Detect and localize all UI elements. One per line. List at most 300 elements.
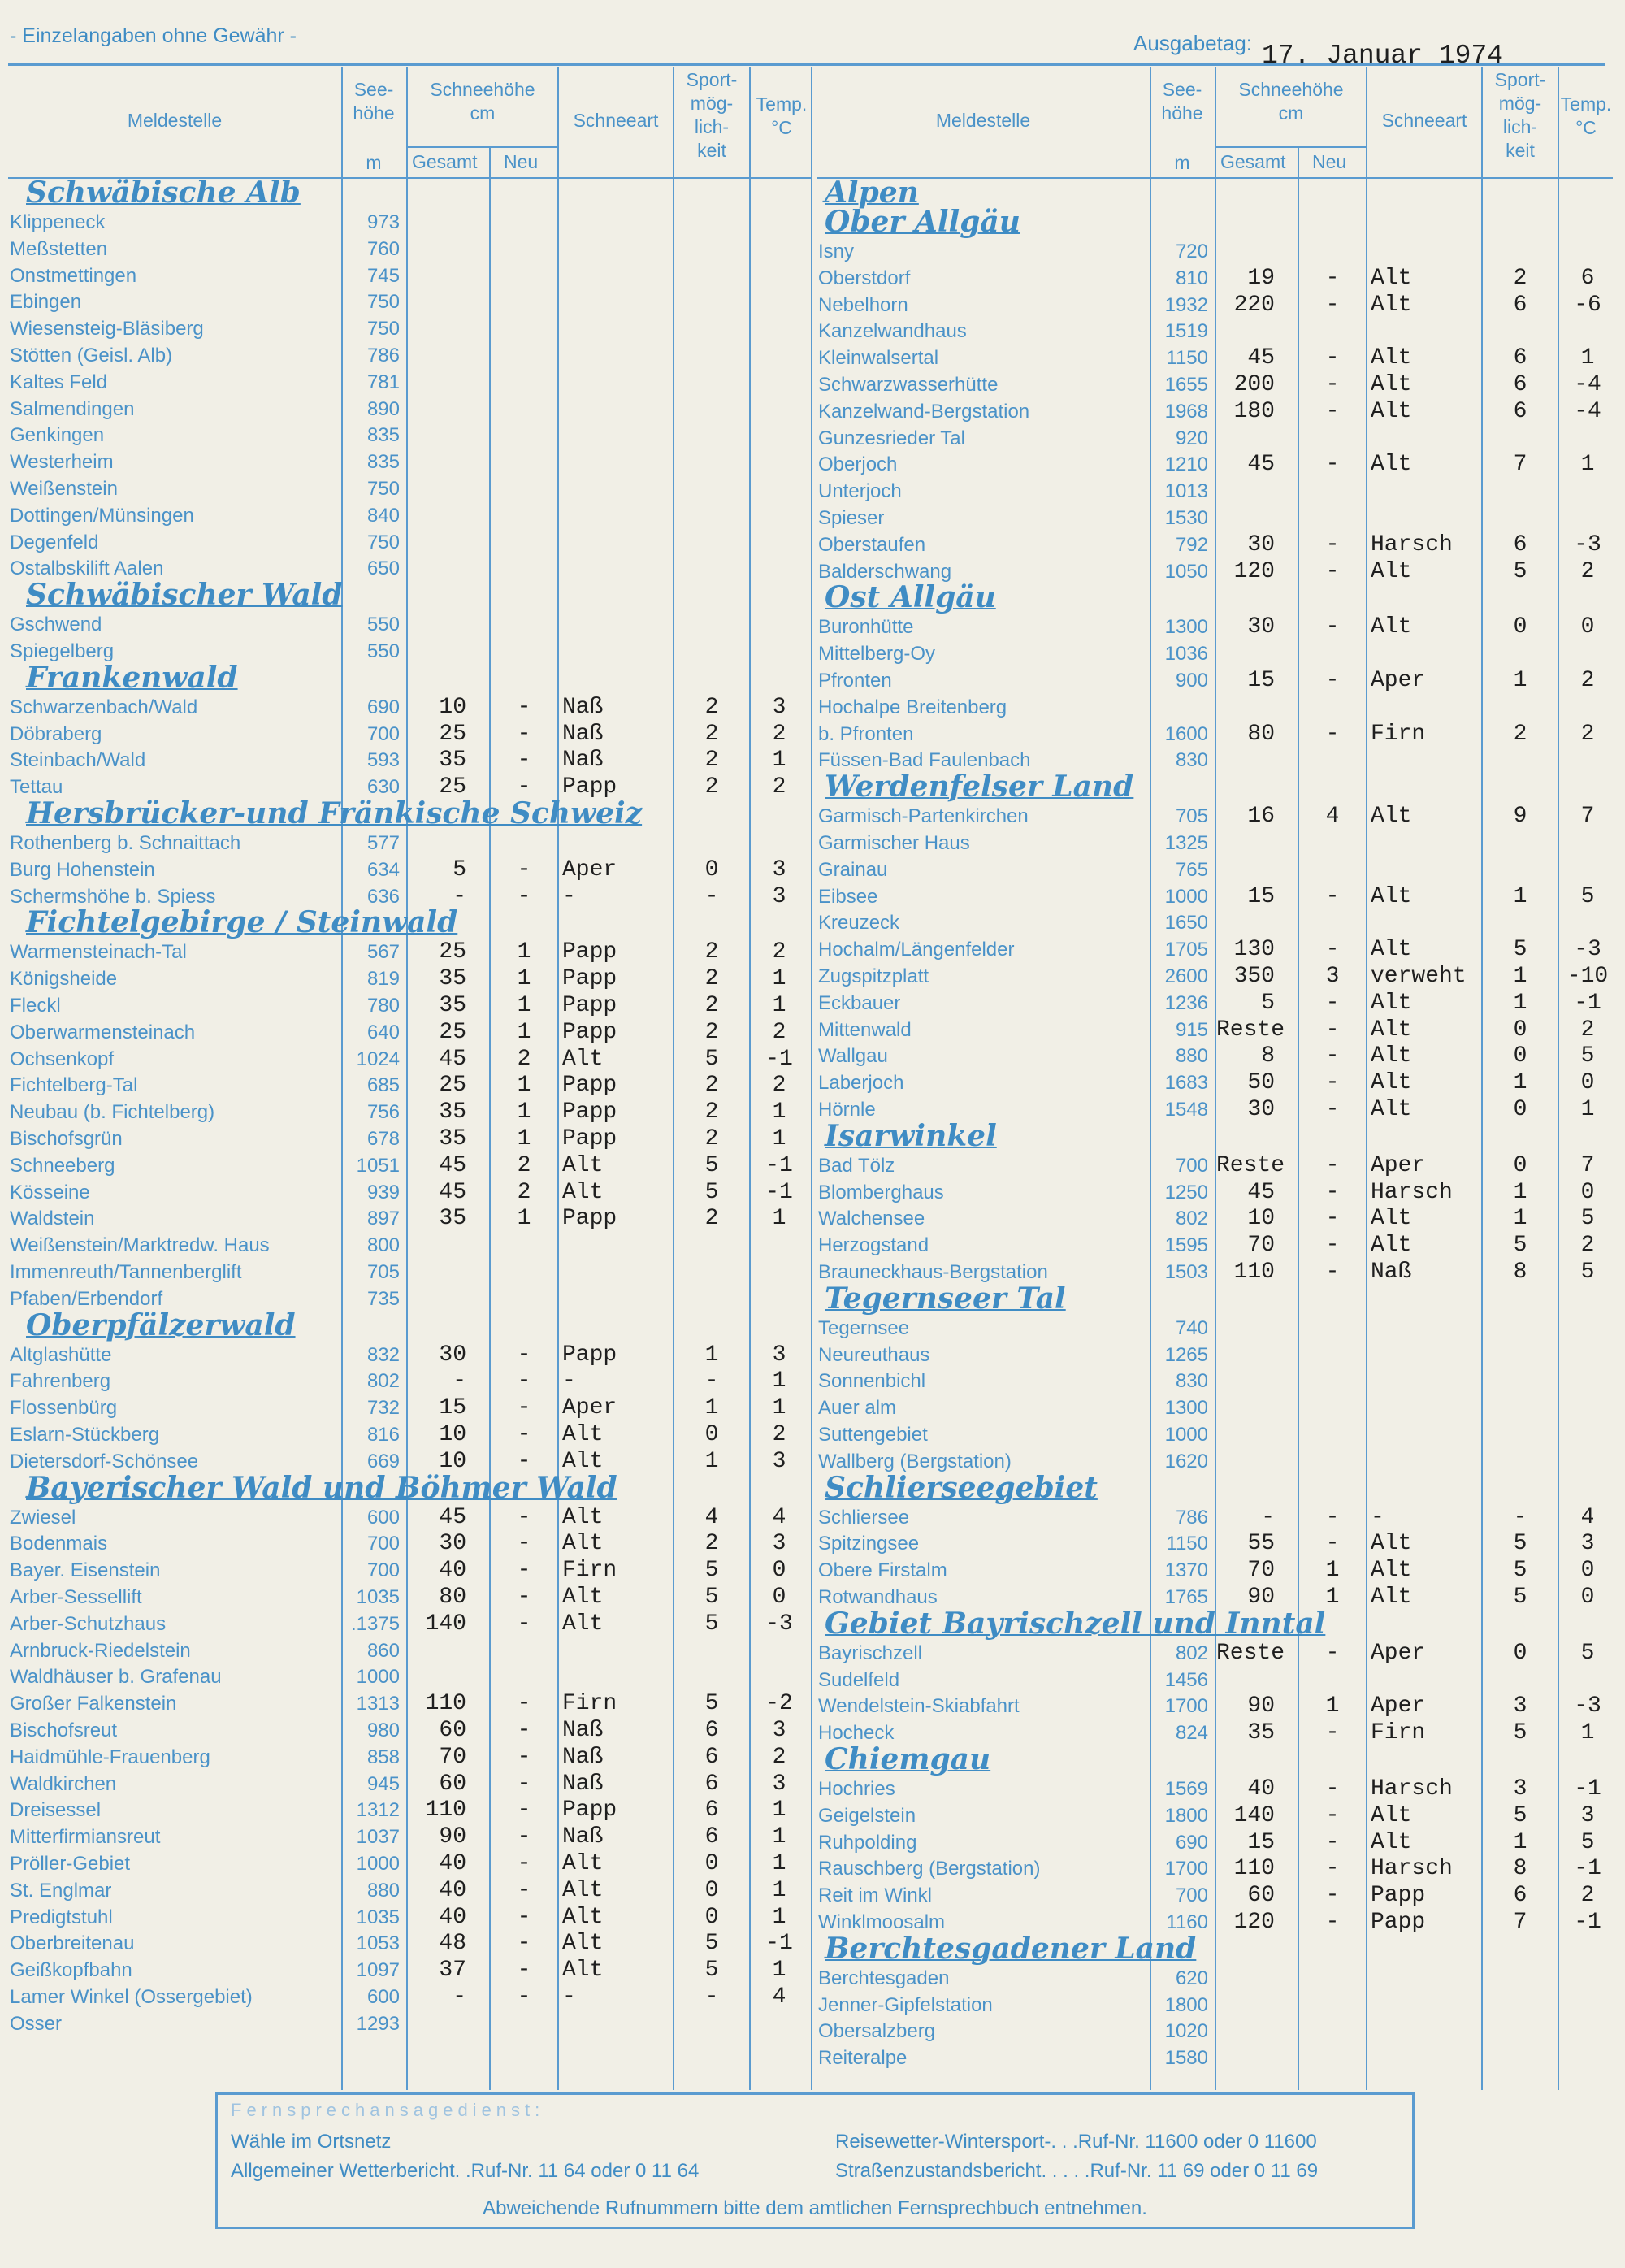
snow-type: Papp xyxy=(562,774,618,800)
sport-possibility: 6 xyxy=(704,1824,719,1850)
station-name: Bischofsgrün xyxy=(10,1128,123,1150)
station-name: Burg Hohenstein xyxy=(10,858,155,881)
sport-possibility: 4 xyxy=(704,1504,719,1530)
snow-new: - xyxy=(517,1558,531,1584)
snow-new: 1 xyxy=(517,939,531,965)
col-temp-l2: °C xyxy=(1575,117,1597,138)
snow-type: Alt xyxy=(562,1585,604,1610)
snow-total: 35 xyxy=(439,966,466,992)
table-row xyxy=(817,266,1613,292)
sport-possibility: 1 xyxy=(1513,1070,1528,1096)
snow-new: - xyxy=(517,694,531,720)
table-row xyxy=(817,1667,1613,1693)
sport-possibility: 5 xyxy=(1513,937,1528,963)
snow-total: 90 xyxy=(1247,1693,1275,1719)
snow-type: Papp xyxy=(562,993,618,1018)
temperature: 2 xyxy=(772,721,786,747)
snow-total: 45 xyxy=(1247,452,1275,478)
snow-new: - xyxy=(1325,265,1340,291)
snow-total: 120 xyxy=(1233,558,1275,584)
snow-total: 10 xyxy=(439,1448,466,1474)
table-row xyxy=(817,937,1613,963)
station-name: Blomberghaus xyxy=(818,1181,944,1203)
snow-type: Alt xyxy=(1371,990,1412,1016)
temperature: 5 xyxy=(1580,1829,1595,1855)
snow-type: Alt xyxy=(1371,558,1412,584)
section-title: Ober Allgäu xyxy=(825,205,1020,239)
snow-total: - xyxy=(1261,1504,1275,1530)
sport-possibility: 5 xyxy=(704,1152,719,1178)
table-row xyxy=(8,1531,812,1557)
snow-new: - xyxy=(1325,1070,1340,1096)
altitude: 1600 xyxy=(1164,722,1208,745)
altitude: 1035 xyxy=(356,1586,400,1608)
table-row xyxy=(8,1664,812,1690)
snow-type: Papp xyxy=(562,939,618,965)
altitude: 1265 xyxy=(1164,1343,1208,1366)
station-name: Pröller-Gebiet xyxy=(10,1853,131,1875)
snow-new: - xyxy=(517,1395,531,1421)
temperature: 1 xyxy=(772,1797,786,1824)
snow-type: Alt xyxy=(1371,292,1412,318)
snow-type: Naß xyxy=(562,694,604,720)
altitude: 640 xyxy=(366,1021,400,1043)
table-row xyxy=(8,1718,812,1744)
snow-new: - xyxy=(517,1931,531,1957)
sport-possibility: 5 xyxy=(704,1691,719,1717)
temperature: 2 xyxy=(1580,721,1595,747)
altitude: 897 xyxy=(366,1208,400,1230)
snow-new: - xyxy=(1325,1856,1340,1882)
altitude: 1700 xyxy=(1164,1695,1208,1718)
temperature: 2 xyxy=(1580,558,1595,584)
table-row xyxy=(8,1505,812,1531)
table-row xyxy=(8,449,812,475)
snow-new: - xyxy=(1325,883,1340,909)
snow-total: 45 xyxy=(1247,1179,1275,1205)
sport-possibility: 0 xyxy=(1513,1152,1528,1178)
col-snow-l2: cm xyxy=(1278,102,1304,124)
station-name: Obere Firstalm xyxy=(818,1559,947,1582)
altitude: 1519 xyxy=(1164,320,1208,343)
altitude: 1548 xyxy=(1164,1099,1208,1121)
station-name: b. Pfronten xyxy=(818,722,914,745)
snow-type: Aper xyxy=(1371,1693,1426,1719)
table-row xyxy=(8,1824,812,1850)
snow-total: 200 xyxy=(1233,372,1275,397)
altitude: .1375 xyxy=(350,1612,400,1635)
altitude: 781 xyxy=(366,371,400,393)
station-name: Bodenmais xyxy=(10,1533,108,1555)
table-row xyxy=(8,1797,812,1824)
table-row xyxy=(8,530,812,556)
col-altitude-unit: m xyxy=(1174,152,1190,173)
station-name: Stötten (Geisl. Alb) xyxy=(10,345,173,366)
table-row xyxy=(817,426,1613,452)
temperature: -3 xyxy=(765,1611,793,1637)
phone-service-title: Fernsprechansagedienst: xyxy=(231,2100,545,2120)
snow-new: - xyxy=(1325,937,1340,963)
snow-total: 60 xyxy=(439,1771,466,1797)
station-name: Klippeneck xyxy=(10,211,106,233)
temperature: 1 xyxy=(772,1395,786,1421)
station-name: Geigelstein xyxy=(818,1804,916,1827)
altitude: 567 xyxy=(366,941,400,964)
table-row xyxy=(817,1883,1613,1909)
temperature: 2 xyxy=(772,939,786,965)
sport-possibility: 2 xyxy=(704,694,719,720)
altitude: 1765 xyxy=(1164,1586,1208,1608)
snow-new: 1 xyxy=(517,1126,531,1151)
station-name: Grainau xyxy=(818,858,888,881)
altitude: 1650 xyxy=(1164,912,1208,935)
station-name: Walchensee xyxy=(818,1208,925,1230)
table-row xyxy=(817,1153,1613,1179)
snow-type: Alt xyxy=(1371,265,1412,291)
station-name: Wiesensteig-Bläsiberg xyxy=(10,318,204,340)
snow-new: - xyxy=(517,1958,531,1984)
snow-total: 15 xyxy=(1247,668,1275,693)
station-name: Reit im Winkl xyxy=(818,1884,933,1907)
altitude: 700 xyxy=(1175,1154,1208,1177)
left-table xyxy=(8,67,812,2090)
station-name: Osser xyxy=(10,2012,63,2035)
snow-type: Alt xyxy=(562,1931,604,1957)
temperature: 5 xyxy=(1580,1260,1595,1285)
snow-total: 80 xyxy=(1247,721,1275,747)
sport-possibility: 5 xyxy=(1513,1558,1528,1584)
phone-travel-weather: Reisewetter-Wintersport-. . .Ruf-Nr. 11600 oder 0 11600 xyxy=(835,2131,1317,2153)
table-row xyxy=(8,503,812,529)
col-snow-type: Schneeart xyxy=(573,110,659,131)
sport-possibility: 0 xyxy=(704,1904,719,1930)
altitude: 1051 xyxy=(356,1154,400,1177)
section-title: Isarwinkel xyxy=(825,1118,997,1153)
table-row xyxy=(8,1611,812,1637)
station-name: Reiteralpe xyxy=(818,2047,908,2070)
station-name: Kreuzeck xyxy=(818,912,900,935)
altitude: 810 xyxy=(1175,267,1208,289)
snow-new: - xyxy=(1325,1802,1340,1828)
temperature: 0 xyxy=(1580,1070,1595,1096)
sport-possibility: 5 xyxy=(1513,1720,1528,1746)
snow-total: 10 xyxy=(439,1422,466,1447)
snow-type: Papp xyxy=(562,1797,618,1824)
station-name: Kanzelwand-Bergstation xyxy=(818,400,1030,423)
col-sport-l2: mög- xyxy=(1498,93,1542,114)
section-title: Fichtelgebirge / Steinwald xyxy=(26,905,458,940)
sport-possibility: 3 xyxy=(1513,1776,1528,1802)
altitude: 792 xyxy=(1175,533,1208,556)
temperature: 3 xyxy=(772,1771,786,1797)
table-row xyxy=(8,1233,812,1259)
altitude: 939 xyxy=(366,1181,400,1203)
snow-total: 80 xyxy=(439,1585,466,1610)
table-row xyxy=(817,695,1613,721)
snow-total: 30 xyxy=(439,1531,466,1557)
snow-type: Harsch xyxy=(1371,1179,1453,1205)
snow-type: Alt xyxy=(1371,883,1412,909)
snow-type: Alt xyxy=(562,1504,604,1530)
altitude: 593 xyxy=(366,749,400,772)
temperature: -1 xyxy=(1574,1856,1601,1882)
snow-total: 37 xyxy=(439,1958,466,1984)
snow-total: 35 xyxy=(439,748,466,774)
altitude: 750 xyxy=(366,291,400,314)
sport-possibility: 0 xyxy=(704,1877,719,1903)
snow-total: 15 xyxy=(1247,1829,1275,1855)
sport-possibility: 1 xyxy=(1513,1179,1528,1205)
altitude: 860 xyxy=(366,1639,400,1662)
snow-new: - xyxy=(1325,345,1340,371)
temperature: 3 xyxy=(772,883,786,909)
snow-type: Aper xyxy=(562,1395,618,1421)
table-row xyxy=(8,1984,812,2010)
sport-possibility: 5 xyxy=(704,1611,719,1637)
table-row xyxy=(8,695,812,721)
station-name: Eslarn-Stückberg xyxy=(10,1424,160,1446)
station-name: Rothenberg b. Schnaittach xyxy=(10,832,241,854)
altitude: 900 xyxy=(1175,670,1208,692)
table-row xyxy=(8,1206,812,1232)
altitude: 1800 xyxy=(1164,1804,1208,1827)
snow-new: 1 xyxy=(517,1099,531,1125)
table-row xyxy=(817,1233,1613,1259)
col-snow xyxy=(1216,78,1366,125)
altitude: 732 xyxy=(366,1397,400,1420)
temperature: 0 xyxy=(772,1585,786,1610)
altitude: 740 xyxy=(1175,1316,1208,1339)
temperature: 1 xyxy=(772,1206,786,1232)
altitude: 550 xyxy=(366,640,400,662)
snow-total: 120 xyxy=(1233,1910,1275,1935)
altitude: 720 xyxy=(1175,241,1208,262)
station-name: Eibsee xyxy=(818,885,878,908)
snow-new: - xyxy=(1325,531,1340,557)
snow-type: Firn xyxy=(562,1558,618,1584)
col-snow-l1: Schneehöhe xyxy=(430,79,535,100)
snow-total: - xyxy=(453,1368,466,1394)
table-row xyxy=(8,236,812,262)
snow-new: - xyxy=(1325,721,1340,747)
temperature: 2 xyxy=(1580,1233,1595,1259)
col-altitude xyxy=(343,78,405,125)
temperature: 2 xyxy=(772,1744,786,1770)
station-name: Haidmühle-Frauenberg xyxy=(10,1745,210,1768)
col-altitude-unit: m xyxy=(366,152,382,173)
snow-new: - xyxy=(1325,614,1340,640)
altitude: 920 xyxy=(1175,427,1208,449)
snow-new: - xyxy=(517,1771,531,1797)
table-row xyxy=(817,1830,1613,1856)
station-name: Kanzelwandhaus xyxy=(818,320,967,343)
snow-type: Alt xyxy=(562,1611,604,1637)
altitude: 802 xyxy=(366,1370,400,1393)
table-row xyxy=(8,966,812,992)
snow-total: 70 xyxy=(1247,1558,1275,1584)
snow-new: - xyxy=(1325,452,1340,478)
snow-type: Alt xyxy=(1371,1802,1412,1828)
station-name: Auer alm xyxy=(818,1397,897,1420)
altitude: 1035 xyxy=(356,1906,400,1928)
snow-total: 25 xyxy=(439,721,466,747)
col-temp-l1: Temp. xyxy=(756,93,808,115)
snow-type: Alt xyxy=(1371,1531,1412,1557)
snow-new: - xyxy=(517,1368,531,1394)
snow-type: Aper xyxy=(1371,1152,1426,1178)
col-altitude-l2: höhe xyxy=(353,102,395,124)
section-title: Ost Allgäu xyxy=(825,580,996,615)
temperature: 0 xyxy=(1580,614,1595,640)
snow-type: Aper xyxy=(1371,668,1426,693)
altitude: 835 xyxy=(366,451,400,474)
snow-new: 2 xyxy=(517,1179,531,1205)
snow-new: - xyxy=(517,1904,531,1930)
table-row xyxy=(8,1905,812,1931)
station-name: Spieser xyxy=(818,507,885,529)
snow-new: - xyxy=(1325,372,1340,397)
table-row xyxy=(8,316,812,342)
snow-new: - xyxy=(517,856,531,882)
altitude: 1683 xyxy=(1164,1072,1208,1095)
altitude: 690 xyxy=(366,696,400,718)
sport-possibility: 5 xyxy=(704,1931,719,1957)
station-name: Rotwandhaus xyxy=(818,1586,938,1608)
snow-new: - xyxy=(517,1531,531,1557)
snow-total: 40 xyxy=(1247,1776,1275,1802)
station-name: Garmisch-Partenkirchen xyxy=(818,805,1029,828)
sport-possibility: 5 xyxy=(704,1046,719,1072)
snow-new: 1 xyxy=(1325,1585,1340,1610)
snow-type: Firn xyxy=(1371,721,1426,747)
station-name: Arnbruck-Riedelstein xyxy=(10,1639,191,1662)
temperature: 2 xyxy=(1580,1017,1595,1043)
station-name: Neureuthaus xyxy=(818,1343,930,1366)
station-name: Königsheide xyxy=(10,968,118,991)
temperature: 1 xyxy=(1580,345,1595,371)
station-name: Spitzingsee xyxy=(818,1533,920,1555)
station-name: Mitterfirmiansreut xyxy=(10,1826,161,1849)
col-sport-l4: keit xyxy=(697,140,726,161)
sport-possibility: 1 xyxy=(704,1342,719,1368)
sport-possibility: 5 xyxy=(704,1585,719,1610)
sport-possibility: 5 xyxy=(1513,558,1528,584)
col-altitude-l1: See- xyxy=(1162,79,1202,100)
altitude: 1620 xyxy=(1164,1450,1208,1472)
snow-new: - xyxy=(517,1504,531,1530)
table-row xyxy=(817,2045,1613,2071)
table-row xyxy=(817,1558,1613,1584)
temperature: -3 xyxy=(1574,937,1601,963)
snow-subrule xyxy=(1216,146,1366,148)
altitude: 634 xyxy=(366,858,400,881)
snow-type: Alt xyxy=(562,1904,604,1930)
table-row xyxy=(8,1099,812,1125)
station-name: Bad Tölz xyxy=(818,1154,895,1177)
sport-possibility: 9 xyxy=(1513,804,1528,830)
snow-total: 25 xyxy=(439,1073,466,1099)
snow-new: - xyxy=(1325,1097,1340,1122)
station-name: Schliersee xyxy=(818,1506,910,1529)
station-name: Genkingen xyxy=(10,424,105,447)
station-name: Zwiesel xyxy=(10,1506,76,1529)
section-title: Alpen xyxy=(825,176,919,210)
station-name: Waldkirchen xyxy=(10,1772,117,1795)
altitude: 750 xyxy=(366,478,400,500)
sport-possibility: 2 xyxy=(704,1099,719,1125)
snow-new: - xyxy=(1325,1260,1340,1285)
issue-date-label: Ausgabetag: xyxy=(1133,31,1253,55)
altitude: 685 xyxy=(366,1074,400,1097)
temperature: 6 xyxy=(1580,265,1595,291)
snow-total: 30 xyxy=(1247,531,1275,557)
station-name: Herzogstand xyxy=(818,1234,930,1257)
sport-possibility: 2 xyxy=(704,1126,719,1151)
temperature: 0 xyxy=(1580,1179,1595,1205)
altitude: 890 xyxy=(366,397,400,420)
sport-possibility: 6 xyxy=(1513,345,1528,371)
table-row xyxy=(817,1693,1613,1719)
altitude: 650 xyxy=(366,557,400,580)
altitude: 1569 xyxy=(1164,1778,1208,1800)
snow-new: - xyxy=(517,1691,531,1717)
snow-type: Alt xyxy=(1371,1829,1412,1855)
altitude: 1020 xyxy=(1164,2020,1208,2043)
sport-possibility: 5 xyxy=(704,1179,719,1205)
snow-total: Reste xyxy=(1216,1152,1285,1178)
temperature: -3 xyxy=(1574,531,1601,557)
table-row xyxy=(8,1342,812,1368)
table-row xyxy=(8,830,812,856)
altitude: 2600 xyxy=(1164,965,1208,987)
altitude: 880 xyxy=(1175,1045,1208,1068)
table-row xyxy=(8,1771,812,1797)
table-row xyxy=(817,1422,1613,1448)
phone-road-report: Straßenzustandsbericht. . . . .Ruf-Nr. 11 69 oder 0 11 69 xyxy=(835,2160,1319,2182)
section-title: Schwäbischer Wald xyxy=(26,578,343,613)
snow-new: - xyxy=(1325,1152,1340,1178)
snow-type: Alt xyxy=(1371,345,1412,371)
temperature: 1 xyxy=(772,1368,786,1394)
altitude: 1456 xyxy=(1164,1668,1208,1691)
col-sport-l3: lich- xyxy=(694,116,730,137)
table-row xyxy=(8,1368,812,1394)
snow-type: Harsch xyxy=(1371,1856,1453,1882)
snow-total: 35 xyxy=(439,1126,466,1151)
snow-type: Alt xyxy=(1371,452,1412,478)
snow-type: Alt xyxy=(562,1152,604,1178)
snow-new: - xyxy=(517,1877,531,1903)
table-row xyxy=(8,1638,812,1664)
station-name: Westerheim xyxy=(10,451,114,474)
station-name: Kleinwalsertal xyxy=(818,347,939,370)
station-name: Döbraberg xyxy=(10,722,102,745)
snow-type: Alt xyxy=(1371,1585,1412,1610)
temperature: -1 xyxy=(1574,990,1601,1016)
snow-new: - xyxy=(517,1611,531,1637)
snow-new: - xyxy=(1325,1720,1340,1746)
altitude: 600 xyxy=(366,1506,400,1529)
table-row xyxy=(8,722,812,748)
altitude: 1293 xyxy=(356,2012,400,2035)
station-name: Weißenstein xyxy=(10,478,118,500)
snow-type: Alt xyxy=(1371,1097,1412,1122)
snow-type: Firn xyxy=(1371,1720,1426,1746)
snow-total: 220 xyxy=(1233,292,1275,318)
snow-new: 2 xyxy=(517,1046,531,1072)
sport-possibility: - xyxy=(704,883,719,909)
section-title: Schlierseegebiet xyxy=(825,1470,1098,1505)
